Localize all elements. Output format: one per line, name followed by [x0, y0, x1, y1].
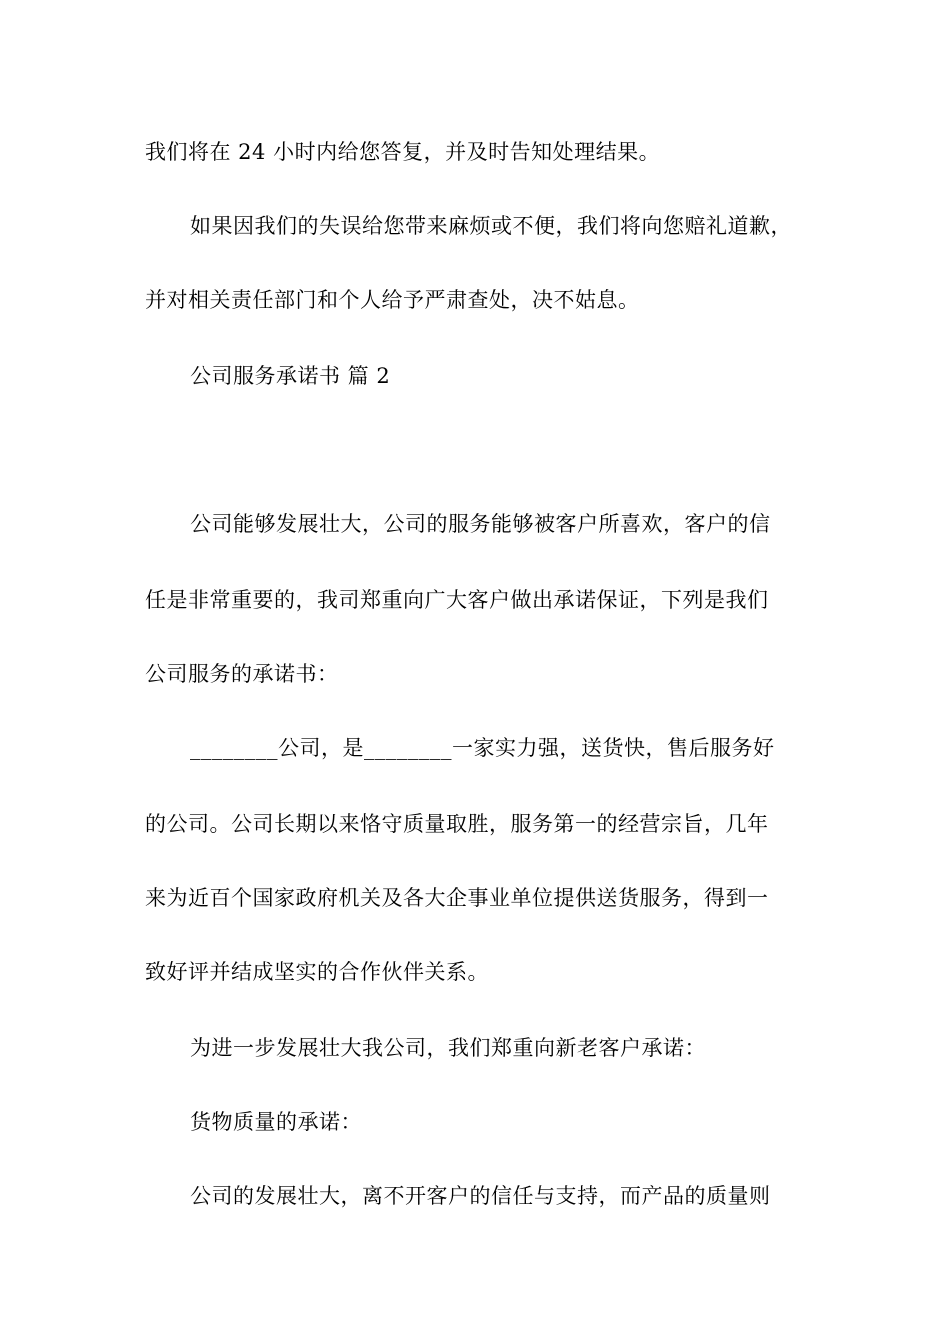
paragraph-line: 如果因我们的失误给您带来麻烦或不便，我们将向您赔礼道歉， [190, 214, 792, 238]
paragraph-line: 的公司。公司长期以来恪守质量取胜，服务第一的经营宗旨，几年 [145, 812, 769, 836]
paragraph-line: 我们将在 24 小时内给您答复，并及时告知处理结果。 [145, 140, 661, 164]
paragraph-line: 公司能够发展壮大，公司的服务能够被客户所喜欢，客户的信 [190, 512, 771, 536]
paragraph-line: ________公司，是________一家实力强，送货快，售后服务好 [190, 736, 775, 760]
paragraph-line: 来为近百个国家政府机关及各大企事业单位提供送货服务，得到一 [145, 886, 769, 910]
paragraph-line: 公司服务的承诺书： [145, 662, 339, 686]
paragraph-line: 为进一步发展壮大我公司，我们郑重向新老客户承诺： [190, 1036, 706, 1060]
paragraph-line: 货物质量的承诺： [190, 1110, 362, 1134]
paragraph-line: 任是非常重要的，我司郑重向广大客户做出承诺保证，下列是我们 [145, 588, 769, 612]
paragraph-line: 致好评并结成坚实的合作伙伴关系。 [145, 960, 489, 984]
section-heading: 公司服务承诺书 篇 2 [190, 364, 391, 388]
paragraph-line: 并对相关责任部门和个人给予严肃查处，决不姑息。 [145, 288, 640, 312]
paragraph-line: 公司的发展壮大，离不开客户的信任与支持，而产品的质量则 [190, 1184, 771, 1208]
